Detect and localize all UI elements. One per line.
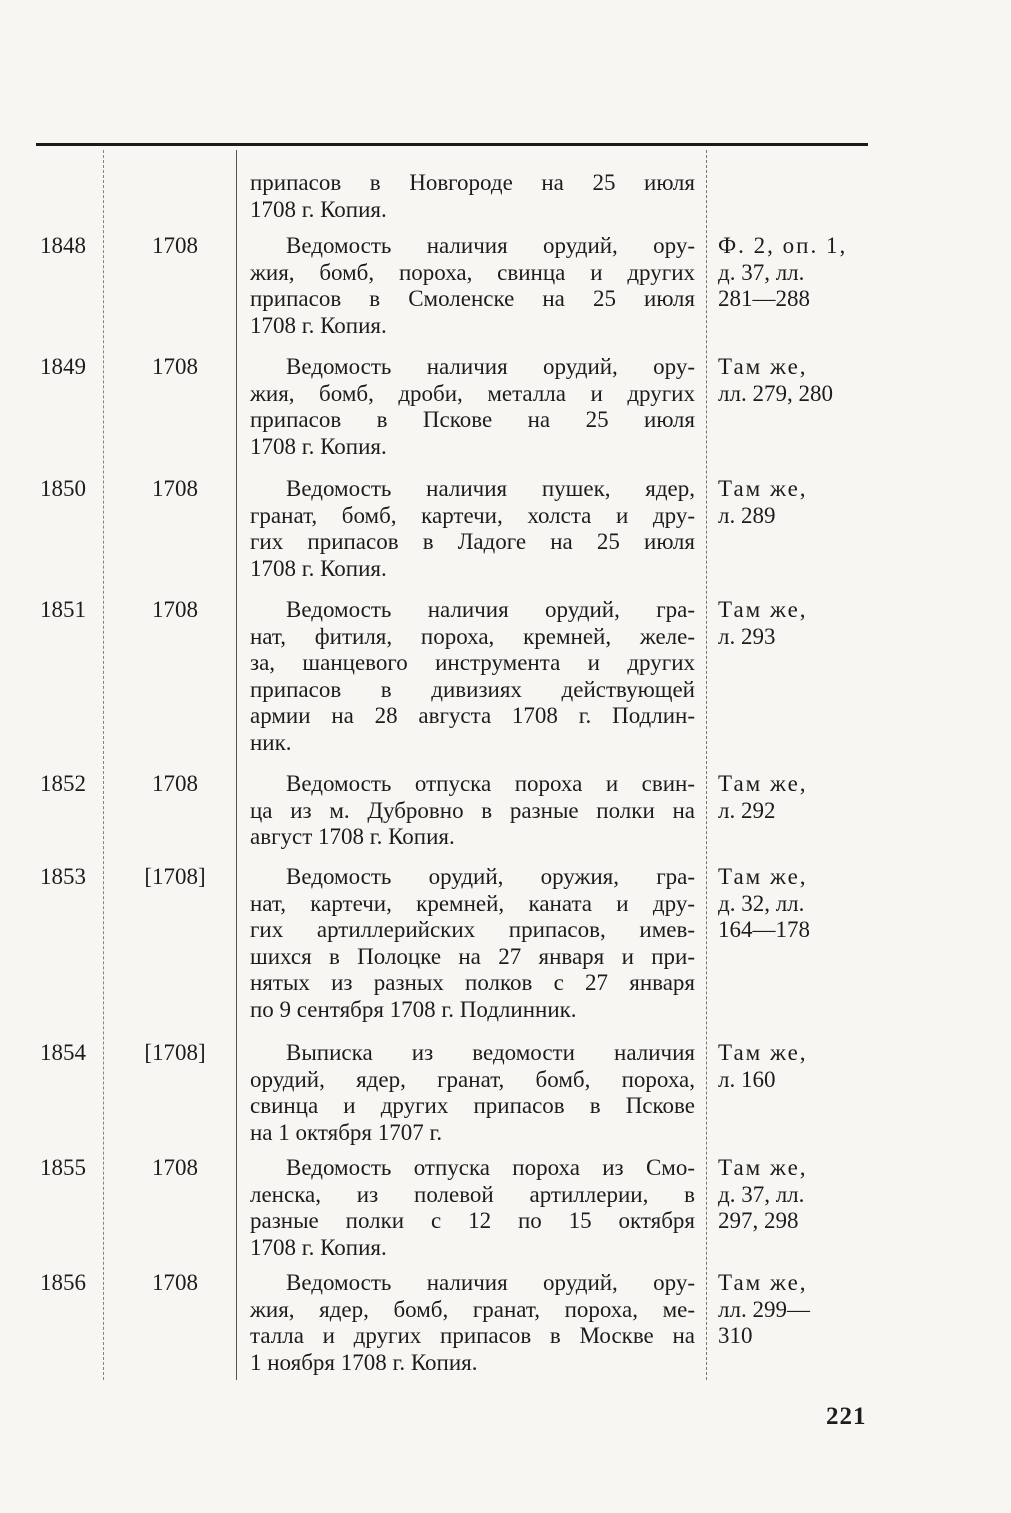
description-line: 1708 г. Копия. xyxy=(250,555,387,581)
description-line: 1 ноября 1708 г. Копия. xyxy=(250,1349,478,1375)
entry-number: 1855 xyxy=(40,1155,86,1180)
reference-line: лл. 279, 280 xyxy=(718,380,833,406)
description-line: 1708 г. Копия. xyxy=(250,196,387,222)
reference-line: д. 37, лл. xyxy=(718,1181,805,1207)
description-line: Ведомость отпуска пороха и свин- xyxy=(286,771,695,796)
entry-reference xyxy=(718,233,878,313)
entry-year: 1708 xyxy=(152,771,198,796)
reference-line: 164—178 xyxy=(718,917,810,942)
description-line: жия, бомб, пороха, свинца и других xyxy=(250,259,695,285)
entry-number: 1850 xyxy=(40,476,86,501)
entry-description xyxy=(250,864,695,1023)
description-line: Ведомость наличия орудий, ору- xyxy=(286,354,695,379)
reference-line: д. 37, лл. xyxy=(718,259,805,285)
description-line: за, шанцевого инструмента и других xyxy=(250,650,695,675)
column-divider-1 xyxy=(103,150,104,1380)
description-line: жия, бомб, дроби, металла и других xyxy=(250,380,695,406)
reference-line: 310 xyxy=(718,1323,753,1348)
description-line: Ведомость отпуска пороха из Смо- xyxy=(286,1155,695,1180)
entry-number: 1849 xyxy=(40,354,86,379)
reference-line: Там же, xyxy=(718,354,808,379)
description-line: ник. xyxy=(250,729,292,755)
description-line: гих припасов в Ладоге на 25 июля xyxy=(250,529,695,554)
description-line: армии на 28 августа 1708 г. Подлин- xyxy=(250,703,695,728)
entry-number: 1852 xyxy=(40,771,86,796)
entry-description xyxy=(250,1270,695,1376)
description-line: талла и других припасов в Москве на xyxy=(250,1323,695,1348)
entry-description xyxy=(250,1155,695,1261)
reference-line: л. 293 xyxy=(718,623,776,649)
entry-description xyxy=(250,476,695,582)
entry-year: 1708 xyxy=(152,476,198,501)
column-divider-2 xyxy=(236,150,237,1380)
description-line: 1708 г. Копия. xyxy=(250,1234,387,1260)
entry-reference xyxy=(718,354,878,407)
reference-line: д. 32, лл. xyxy=(718,890,805,916)
reference-line: Там же, xyxy=(718,597,808,622)
description-line: жия, ядер, бомб, гранат, пороха, ме- xyxy=(250,1296,695,1322)
entry-reference xyxy=(718,1040,878,1093)
reference-line: 297, 298 xyxy=(718,1208,799,1233)
description-line: нат, картечи, кремней, каната и дру- xyxy=(250,890,695,916)
description-line: Ведомость орудий, оружия, гра- xyxy=(286,864,695,889)
entry-description xyxy=(250,771,695,851)
description-line: гранат, бомб, картечи, холста и дру- xyxy=(250,502,695,528)
entry-reference xyxy=(718,864,878,944)
description-line: нятых из разных полков с 27 января xyxy=(250,970,695,995)
description-line: Ведомость наличия орудий, ору- xyxy=(286,233,695,258)
reference-line: лл. 299— xyxy=(718,1296,810,1322)
reference-line: л. 292 xyxy=(718,797,776,823)
entry-reference xyxy=(718,771,878,824)
entry-year: 1708 xyxy=(152,1270,198,1295)
reference-line: Там же, xyxy=(718,476,808,501)
reference-line: Там же, xyxy=(718,1270,808,1295)
entry-year: [1708] xyxy=(144,864,206,889)
entry-year: 1708 xyxy=(152,1155,198,1180)
reference-line: Там же, xyxy=(718,864,808,889)
entry-description xyxy=(250,1040,695,1146)
entry-reference xyxy=(718,1270,878,1350)
column-divider-3 xyxy=(706,150,707,1380)
description-line: Ведомость наличия орудий, гра- xyxy=(286,597,695,622)
description-line: припасов в Смоленске на 25 июля xyxy=(250,286,695,311)
page-number: 221 xyxy=(826,1403,867,1430)
entry-year: 1708 xyxy=(152,597,198,622)
reference-line: л. 289 xyxy=(718,502,776,528)
description-line: по 9 сентября 1708 г. Подлинник. xyxy=(250,996,577,1022)
entry-description xyxy=(250,597,695,756)
entry-reference xyxy=(718,1155,878,1235)
entry-number: 1854 xyxy=(40,1040,86,1065)
entry-reference xyxy=(718,597,878,650)
top-rule xyxy=(36,143,868,146)
description-line: Ведомость наличия пушек, ядер, xyxy=(286,476,695,501)
entry-description xyxy=(250,170,695,223)
entry-number: 1848 xyxy=(40,233,86,258)
description-line: шихся в Полоцке на 27 января и при- xyxy=(250,943,695,969)
description-line: припасов в Новгороде на 25 июля xyxy=(250,170,695,195)
reference-line: Ф. 2, оп. 1, xyxy=(718,233,848,258)
description-line: припасов в Пскове на 25 июля xyxy=(250,407,695,432)
entry-description xyxy=(250,233,695,339)
entry-number: 1856 xyxy=(40,1270,86,1295)
description-line: 1708 г. Копия. xyxy=(250,312,387,338)
description-line: разные полки с 12 по 15 октября xyxy=(250,1208,695,1233)
entry-year: [1708] xyxy=(144,1040,206,1065)
description-line: свинца и других припасов в Пскове xyxy=(250,1093,695,1118)
entry-number: 1853 xyxy=(40,864,86,889)
entry-description xyxy=(250,354,695,460)
description-line: на 1 октября 1707 г. xyxy=(250,1119,443,1145)
description-line: Выписка из ведомости наличия xyxy=(286,1040,695,1065)
entry-year: 1708 xyxy=(152,233,198,258)
description-line: 1708 г. Копия. xyxy=(250,433,387,459)
reference-line: л. 160 xyxy=(718,1066,776,1092)
description-line: ца из м. Дубровно в разные полки на xyxy=(250,797,695,823)
description-line: ленска, из полевой артиллерии, в xyxy=(250,1181,695,1207)
reference-line: Там же, xyxy=(718,771,808,796)
reference-line: Там же, xyxy=(718,1155,808,1180)
entry-reference xyxy=(718,476,878,529)
entry-number: 1851 xyxy=(40,597,86,622)
description-line: август 1708 г. Копия. xyxy=(250,824,455,849)
description-line: гих артиллерийских припасов, имев- xyxy=(250,917,695,942)
description-line: припасов в дивизиях действующей xyxy=(250,676,695,702)
description-line: орудий, ядер, гранат, бомб, пороха, xyxy=(250,1066,695,1092)
reference-line: Там же, xyxy=(718,1040,808,1065)
entry-year: 1708 xyxy=(152,354,198,379)
reference-line: 281—288 xyxy=(718,286,810,311)
description-line: Ведомость наличия орудий, ору- xyxy=(286,1270,695,1295)
description-line: нат, фитиля, пороха, кремней, желе- xyxy=(250,623,695,649)
